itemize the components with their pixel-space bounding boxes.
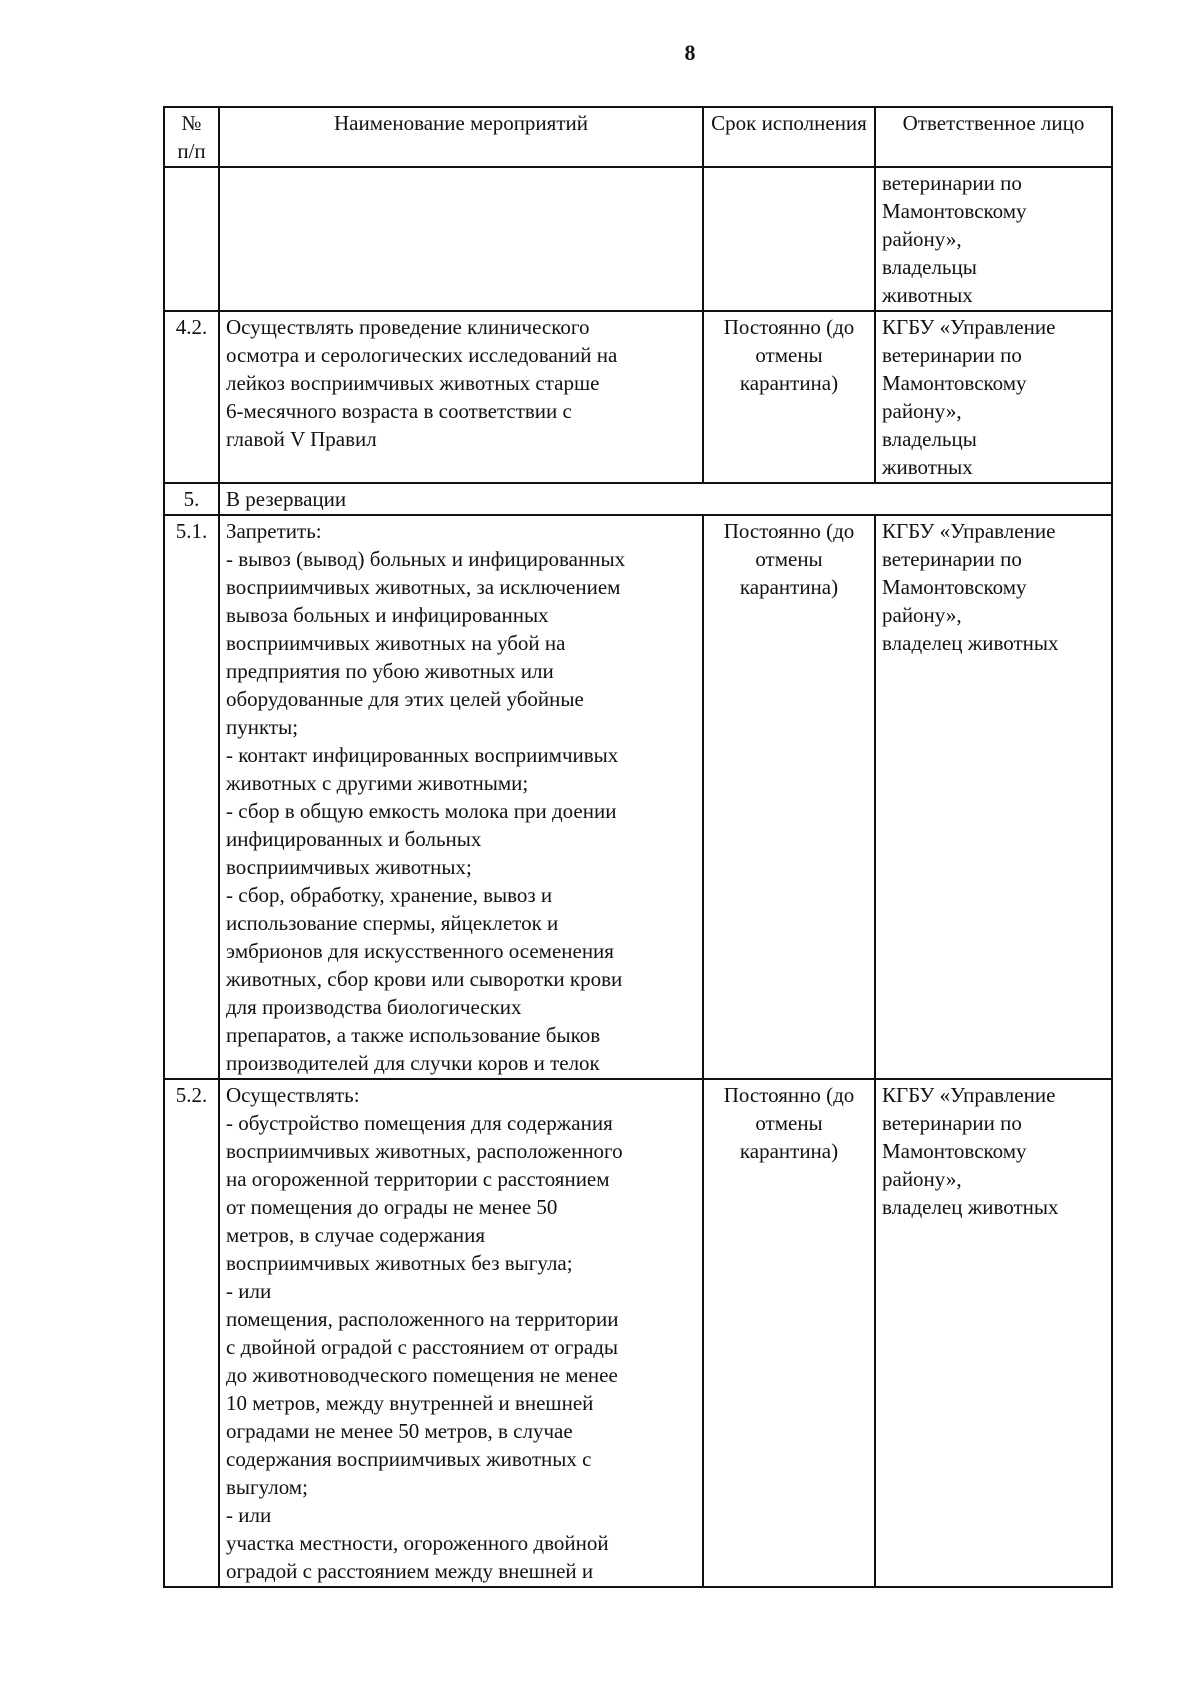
table-body [164,167,1112,1587]
description-line: Осуществлять: [226,1083,360,1107]
execution-term [703,167,875,311]
execution-term: Постоянно (до отмены карантина) [703,311,875,483]
measure-description [219,167,703,311]
responsible-party [875,311,1112,483]
description-line: 6-месячного возраста в соответствии с [226,399,572,423]
description-line: - сбор, обработку, хранение, вывоз и [226,883,553,907]
responsible-party [875,515,1112,1079]
description-line: Осуществлять проведение клинического [226,315,590,339]
description-line: восприимчивых животных, расположенного [226,1139,623,1163]
table-row [164,515,1112,1079]
table-header-row [164,107,1112,167]
header-name: Наименование мероприятий [219,107,703,167]
responsible-line: животных [882,455,973,479]
responsible-line: району», [882,1167,962,1191]
table-row [164,311,1112,483]
responsible-line: району», [882,399,962,423]
measure-description [219,1079,703,1587]
description-line: лейкоз восприимчивых животных старше [226,371,600,395]
description-line: до животноводческого помещения не менее [226,1363,618,1387]
responsible-line: Мамонтовскому [882,199,1027,223]
measure-description [219,515,703,1079]
responsible-line: владельцы [882,427,977,451]
responsible-line: ветеринарии по [882,171,1022,195]
description-line: предприятия по убою животных или [226,659,554,683]
responsible-line: Мамонтовскому [882,1139,1027,1163]
responsible-line: району», [882,227,962,251]
description-line: помещения, расположенного на территории [226,1307,619,1331]
header-num: № п/п [164,107,219,167]
description-line: содержания восприимчивых животных с [226,1447,592,1471]
responsible-line: ветеринарии по [882,343,1022,367]
row-number: 4.2. [164,311,219,483]
description-line: оградами не менее 50 метров, в случае [226,1419,573,1443]
responsible-line: району», [882,603,962,627]
description-line: оградой с расстоянием между внешней и [226,1559,594,1583]
description-line: пункты; [226,715,299,739]
description-line: с двойной оградой с расстоянием от ограды [226,1335,619,1359]
description-line: - или [226,1279,272,1303]
responsible-line: Мамонтовскому [882,575,1027,599]
responsible-party [875,167,1112,311]
description-line: участка местности, огороженного двойной [226,1531,609,1555]
page-number: 8 [684,40,696,65]
description-line: от помещения до ограды не менее 50 [226,1195,558,1219]
row-number [164,167,219,311]
responsible-line: животных [882,283,973,307]
description-line: метров, в случае содержания [226,1223,486,1247]
responsible-line: КГБУ «Управление [882,1083,1056,1107]
table-row [164,1079,1112,1587]
description-line: восприимчивых животных на убой на [226,631,566,655]
description-line: осмотра и серологических исследований на [226,343,618,367]
row-number: 5.2. [164,1079,219,1587]
description-line: производителей для случки коров и телок [226,1051,600,1075]
measures-table [163,106,1113,1588]
execution-term: Постоянно (до отмены карантина) [703,1079,875,1587]
description-line: главой V Правил [226,427,377,451]
responsible-line: ветеринарии по [882,1111,1022,1135]
description-line: 10 метров, между внутренней и внешней [226,1391,594,1415]
measure-description [219,311,703,483]
header-term: Срок исполнения [703,107,875,167]
responsible-line: КГБУ «Управление [882,519,1056,543]
description-line: вывоза больных и инфицированных [226,603,549,627]
header-responsible: Ответственное лицо [875,107,1112,167]
description-line: восприимчивых животных, за исключением [226,575,621,599]
row-number: 5. [164,483,219,515]
description-line: инфицированных и больных [226,827,482,851]
description-line: животных, сбор крови или сыворотки крови [226,967,623,991]
responsible-party [875,1079,1112,1587]
description-line: использование спермы, яйцеклеток и [226,911,559,935]
responsible-line: владельцы [882,255,977,279]
responsible-line: Мамонтовскому [882,371,1027,395]
table-row [164,483,1112,515]
execution-term: Постоянно (до отмены карантина) [703,515,875,1079]
responsible-line: ветеринарии по [882,547,1022,571]
description-line: восприимчивых животных без выгула; [226,1251,573,1275]
description-line: оборудованные для этих целей убойные [226,687,584,711]
section-title: В резервации [219,483,1112,515]
description-line: Запретить: [226,519,322,543]
row-number: 5.1. [164,515,219,1079]
table-row [164,167,1112,311]
responsible-line: владелец животных [882,1195,1059,1219]
description-line: на огороженной территории с расстоянием [226,1167,610,1191]
responsible-line: КГБУ «Управление [882,315,1056,339]
responsible-line: владелец животных [882,631,1059,655]
description-line: животных с другими животными; [226,771,529,795]
description-line: - обустройство помещения для содержания [226,1111,613,1135]
description-line: эмбрионов для искусственного осеменения [226,939,614,963]
description-line: восприимчивых животных; [226,855,472,879]
description-line: препаратов, а также использование быков [226,1023,601,1047]
description-line: - сбор в общую емкость молока при доении [226,799,617,823]
description-line: для производства биологических [226,995,522,1019]
description-line: - вывоз (вывод) больных и инфицированных [226,547,626,571]
description-line: - или [226,1503,272,1527]
description-line: - контакт инфицированных восприимчивых [226,743,619,767]
description-line: выгулом; [226,1475,308,1499]
